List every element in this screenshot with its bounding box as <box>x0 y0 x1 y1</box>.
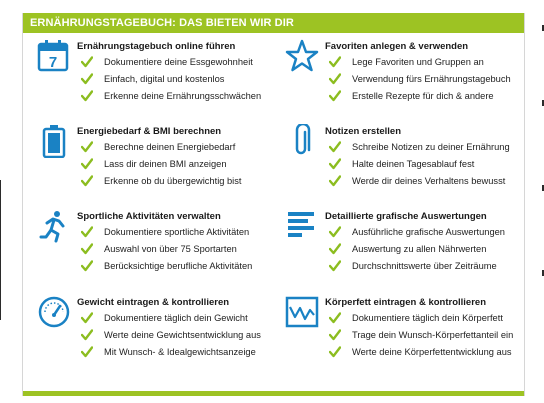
feature-title: Favoriten anlegen & verwenden <box>325 41 469 52</box>
feature-title: Notizen erstellen <box>325 126 402 137</box>
panel-footer-bar <box>23 391 524 396</box>
list-item-text: Auswahl von über 75 Sportarten <box>104 244 237 254</box>
feature-energy-bmi <box>33 124 273 204</box>
list-item-text: Verwendung fürs Ernährungstagebuch <box>352 74 511 84</box>
list-item-text: Halte deinen Tagesablauf fest <box>352 159 475 169</box>
list-item-text: Berechne deinen Energiebedarf <box>104 142 236 152</box>
check-icon <box>329 312 341 324</box>
list-item-text: Lass dir deinen BMI anzeigen <box>104 159 227 169</box>
bar-chart-icon <box>285 209 319 243</box>
check-icon <box>329 73 341 85</box>
check-icon <box>329 158 341 170</box>
feature-title: Sportliche Aktivitäten verwalten <box>77 211 221 222</box>
list-item-text: Erstelle Rezepte für dich & andere <box>352 91 494 101</box>
check-icon <box>81 260 93 272</box>
svg-text:7: 7 <box>48 54 58 71</box>
feature-title: Energiebedarf & BMI berechnen <box>77 126 222 137</box>
list-item-text: Auswertung zu allen Nährwerten <box>352 244 487 254</box>
list-item-text: Dokumentiere täglich dein Gewicht <box>104 313 248 323</box>
check-icon <box>81 90 93 102</box>
check-icon <box>81 56 93 68</box>
list-item-text: Berücksichtige berufliche Aktivitäten <box>104 261 253 271</box>
features-panel <box>22 13 525 396</box>
check-icon <box>81 329 93 341</box>
calendar-icon <box>37 39 71 73</box>
check-icon <box>329 329 341 341</box>
list-item-text: Werte deine Körperfettentwicklung aus <box>352 347 512 357</box>
scale-gauge-icon <box>37 295 71 329</box>
feature-title: Gewicht eintragen & kontrollieren <box>77 297 230 308</box>
running-person-icon <box>37 209 71 243</box>
check-icon <box>81 226 93 238</box>
list-item-text: Einfach, digital und kostenlos <box>104 74 225 84</box>
list-item-text: Dokumentiere täglich dein Körperfett <box>352 313 503 323</box>
check-icon <box>81 175 93 187</box>
check-icon <box>81 243 93 255</box>
feature-title: Körperfett eintragen & kontrollieren <box>325 297 486 308</box>
feature-notes <box>281 124 521 204</box>
check-icon <box>81 158 93 170</box>
feature-sports <box>33 209 273 289</box>
list-item-text: Dokumentiere deine Essgewohnheit <box>104 57 253 67</box>
feature-charts <box>281 209 521 289</box>
check-icon <box>81 73 93 85</box>
feature-favorites <box>281 39 521 119</box>
paperclip-icon <box>285 124 319 158</box>
feature-title: Detaillierte grafische Auswertungen <box>325 211 487 222</box>
check-icon <box>81 346 93 358</box>
list-item-text: Mit Wunsch- & Idealgewichtsanzeige <box>104 347 256 357</box>
feature-title: Ernährungstagebuch online führen <box>77 41 236 52</box>
star-icon <box>285 39 319 73</box>
check-icon <box>329 56 341 68</box>
check-icon <box>81 141 93 153</box>
feature-weight <box>33 295 273 375</box>
check-icon <box>329 90 341 102</box>
list-item-text: Ausführliche grafische Auswertungen <box>352 227 505 237</box>
line-chart-icon <box>285 295 319 329</box>
list-item-text: Werte deine Gewichtsentwicklung aus <box>104 330 261 340</box>
panel-title: ERNÄHRUNGSTAGEBUCH: DAS BIETEN WIR DIR <box>30 17 294 29</box>
check-icon <box>329 175 341 187</box>
feature-body-fat <box>281 295 521 375</box>
battery-icon <box>37 124 71 158</box>
check-icon <box>329 141 341 153</box>
check-icon <box>329 226 341 238</box>
check-icon <box>81 312 93 324</box>
list-item-text: Trage dein Wunsch-Körperfettanteil ein <box>352 330 514 340</box>
list-item-text: Werde dir deines Verhaltens bewusst <box>352 176 506 186</box>
list-item-text: Dokumentiere sportliche Aktivitäten <box>104 227 250 237</box>
list-item-text: Durchschnittswerte über Zeiträume <box>352 261 497 271</box>
panel-header <box>23 13 524 33</box>
list-item-text: Erkenne deine Ernährungsschwächen <box>104 91 262 101</box>
check-icon <box>329 243 341 255</box>
check-icon <box>329 346 341 358</box>
list-item-text: Erkenne ob du übergewichtig bist <box>104 176 242 186</box>
check-icon <box>329 260 341 272</box>
feature-food-diary <box>33 39 273 119</box>
page-edge-left <box>0 180 1 320</box>
list-item-text: Lege Favoriten und Gruppen an <box>352 57 484 67</box>
list-item-text: Schreibe Notizen zu deiner Ernährung <box>352 142 510 152</box>
